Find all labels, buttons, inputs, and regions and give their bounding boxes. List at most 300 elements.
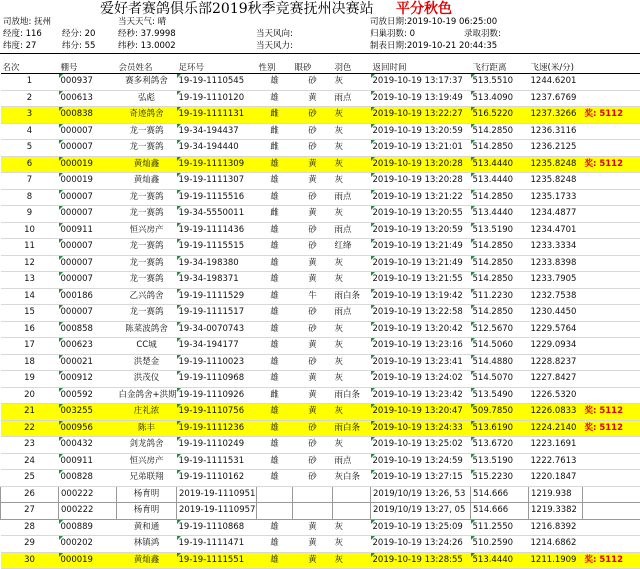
return-time-cell[interactable]	[371, 338, 471, 355]
loft-cell[interactable]	[59, 470, 117, 487]
rank-cell[interactable]	[1, 305, 59, 322]
member-name-cell[interactable]	[117, 371, 177, 388]
ring-number-cell[interactable]	[177, 239, 257, 256]
feather-color-cell[interactable]	[333, 107, 371, 124]
return-time-cell[interactable]	[371, 156, 471, 173]
ring-number-cell[interactable]	[177, 437, 257, 454]
award-cell[interactable]	[583, 486, 640, 503]
return-time-cell[interactable]	[371, 552, 471, 569]
award-cell[interactable]	[583, 140, 640, 157]
sex-cell[interactable]	[257, 107, 293, 124]
feather-color-cell[interactable]	[333, 420, 371, 437]
speed-cell[interactable]	[529, 189, 583, 206]
loft-cell[interactable]	[59, 536, 117, 553]
award-cell[interactable]	[583, 354, 640, 371]
feather-color-cell[interactable]	[333, 453, 371, 470]
rank-cell[interactable]	[1, 272, 59, 289]
loft-cell[interactable]	[59, 107, 117, 124]
ring-number-cell[interactable]	[177, 272, 257, 289]
member-name-cell[interactable]	[117, 90, 177, 107]
eye-cell[interactable]	[293, 354, 333, 371]
ring-number-cell[interactable]	[177, 173, 257, 190]
distance-cell[interactable]	[471, 90, 529, 107]
rank-cell[interactable]	[1, 239, 59, 256]
feather-color-cell[interactable]	[333, 222, 371, 239]
rank-cell[interactable]	[1, 206, 59, 223]
loft-cell[interactable]	[59, 486, 117, 503]
eye-cell[interactable]	[293, 470, 333, 487]
rank-cell[interactable]	[1, 156, 59, 173]
ring-number-cell[interactable]	[177, 156, 257, 173]
award-cell[interactable]	[583, 272, 640, 289]
ring-number-cell[interactable]	[177, 354, 257, 371]
distance-cell[interactable]	[471, 74, 529, 91]
rank-cell[interactable]	[1, 123, 59, 140]
feather-color-cell[interactable]	[333, 371, 371, 388]
return-time-cell[interactable]	[371, 255, 471, 272]
ring-number-cell[interactable]	[177, 107, 257, 124]
distance-cell[interactable]	[471, 552, 529, 569]
loft-cell[interactable]	[59, 338, 117, 355]
sex-cell[interactable]	[257, 288, 293, 305]
eye-cell[interactable]	[293, 321, 333, 338]
rank-cell[interactable]	[1, 437, 59, 454]
member-name-cell[interactable]	[117, 222, 177, 239]
sex-cell[interactable]	[257, 470, 293, 487]
return-time-cell[interactable]	[371, 239, 471, 256]
speed-cell[interactable]	[529, 90, 583, 107]
speed-cell[interactable]	[529, 156, 583, 173]
return-time-cell[interactable]	[371, 288, 471, 305]
speed-cell[interactable]	[529, 123, 583, 140]
distance-cell[interactable]	[471, 354, 529, 371]
ring-number-cell[interactable]	[177, 453, 257, 470]
member-name-cell[interactable]	[117, 140, 177, 157]
rank-cell[interactable]	[1, 354, 59, 371]
feather-color-cell[interactable]	[333, 74, 371, 91]
sex-cell[interactable]	[257, 321, 293, 338]
feather-color-cell[interactable]	[333, 486, 371, 503]
feather-color-cell[interactable]	[333, 140, 371, 157]
eye-cell[interactable]	[293, 371, 333, 388]
eye-cell[interactable]	[293, 189, 333, 206]
ring-number-cell[interactable]	[177, 123, 257, 140]
speed-cell[interactable]	[529, 437, 583, 454]
rank-cell[interactable]	[1, 288, 59, 305]
distance-cell[interactable]	[471, 140, 529, 157]
eye-cell[interactable]	[293, 90, 333, 107]
return-time-cell[interactable]	[371, 74, 471, 91]
rank-cell[interactable]	[1, 453, 59, 470]
loft-cell[interactable]	[59, 189, 117, 206]
loft-cell[interactable]	[59, 156, 117, 173]
distance-cell[interactable]	[471, 453, 529, 470]
award-cell[interactable]	[583, 371, 640, 388]
eye-cell[interactable]	[293, 74, 333, 91]
ring-number-cell[interactable]	[177, 387, 257, 404]
sex-cell[interactable]	[257, 371, 293, 388]
return-time-cell[interactable]	[371, 519, 471, 536]
ring-number-cell[interactable]	[177, 222, 257, 239]
member-name-cell[interactable]	[117, 272, 177, 289]
speed-cell[interactable]	[529, 536, 583, 553]
loft-cell[interactable]	[59, 437, 117, 454]
award-cell[interactable]	[583, 107, 640, 124]
rank-cell[interactable]	[1, 255, 59, 272]
distance-cell[interactable]	[471, 288, 529, 305]
award-cell[interactable]	[583, 519, 640, 536]
return-time-cell[interactable]	[371, 437, 471, 454]
speed-cell[interactable]	[529, 338, 583, 355]
sex-cell[interactable]	[257, 156, 293, 173]
distance-cell[interactable]	[471, 206, 529, 223]
distance-cell[interactable]	[471, 107, 529, 124]
rank-cell[interactable]	[1, 90, 59, 107]
award-cell[interactable]	[583, 173, 640, 190]
eye-cell[interactable]	[293, 420, 333, 437]
loft-cell[interactable]	[59, 90, 117, 107]
member-name-cell[interactable]	[117, 239, 177, 256]
member-name-cell[interactable]	[117, 288, 177, 305]
member-name-cell[interactable]	[117, 503, 177, 520]
distance-cell[interactable]	[471, 486, 529, 503]
speed-cell[interactable]	[529, 486, 583, 503]
sex-cell[interactable]	[257, 239, 293, 256]
rank-cell[interactable]	[1, 107, 59, 124]
member-name-cell[interactable]	[117, 536, 177, 553]
award-cell[interactable]	[583, 156, 640, 173]
return-time-cell[interactable]	[371, 354, 471, 371]
loft-cell[interactable]	[59, 552, 117, 569]
sex-cell[interactable]	[257, 338, 293, 355]
eye-cell[interactable]	[293, 486, 333, 503]
sex-cell[interactable]	[257, 255, 293, 272]
return-time-cell[interactable]	[371, 321, 471, 338]
member-name-cell[interactable]	[117, 123, 177, 140]
speed-cell[interactable]	[529, 420, 583, 437]
award-cell[interactable]	[583, 90, 640, 107]
speed-cell[interactable]	[529, 140, 583, 157]
return-time-cell[interactable]	[371, 503, 471, 520]
sex-cell[interactable]	[257, 206, 293, 223]
loft-cell[interactable]	[59, 140, 117, 157]
sex-cell[interactable]	[257, 123, 293, 140]
loft-cell[interactable]	[59, 420, 117, 437]
return-time-cell[interactable]	[371, 371, 471, 388]
distance-cell[interactable]	[471, 156, 529, 173]
distance-cell[interactable]	[471, 503, 529, 520]
award-cell[interactable]	[583, 404, 640, 421]
rank-cell[interactable]	[1, 486, 59, 503]
member-name-cell[interactable]	[117, 470, 177, 487]
speed-cell[interactable]	[529, 354, 583, 371]
award-cell[interactable]	[583, 470, 640, 487]
loft-cell[interactable]	[59, 371, 117, 388]
ring-number-cell[interactable]	[177, 470, 257, 487]
feather-color-cell[interactable]	[333, 321, 371, 338]
ring-number-cell[interactable]	[177, 404, 257, 421]
ring-number-cell[interactable]	[177, 486, 257, 503]
feather-color-cell[interactable]	[333, 239, 371, 256]
feather-color-cell[interactable]	[333, 288, 371, 305]
award-cell[interactable]	[583, 536, 640, 553]
rank-cell[interactable]	[1, 519, 59, 536]
feather-color-cell[interactable]	[333, 437, 371, 454]
award-cell[interactable]	[583, 255, 640, 272]
distance-cell[interactable]	[471, 173, 529, 190]
speed-cell[interactable]	[529, 222, 583, 239]
ring-number-cell[interactable]	[177, 255, 257, 272]
speed-cell[interactable]	[529, 255, 583, 272]
loft-cell[interactable]	[59, 354, 117, 371]
member-name-cell[interactable]	[117, 338, 177, 355]
speed-cell[interactable]	[529, 404, 583, 421]
member-name-cell[interactable]	[117, 486, 177, 503]
rank-cell[interactable]	[1, 503, 59, 520]
feather-color-cell[interactable]	[333, 387, 371, 404]
member-name-cell[interactable]	[117, 404, 177, 421]
speed-cell[interactable]	[529, 288, 583, 305]
rank-cell[interactable]	[1, 387, 59, 404]
sex-cell[interactable]	[257, 90, 293, 107]
sex-cell[interactable]	[257, 453, 293, 470]
rank-cell[interactable]	[1, 404, 59, 421]
speed-cell[interactable]	[529, 519, 583, 536]
speed-cell[interactable]	[529, 453, 583, 470]
loft-cell[interactable]	[59, 288, 117, 305]
distance-cell[interactable]	[471, 371, 529, 388]
rank-cell[interactable]	[1, 420, 59, 437]
member-name-cell[interactable]	[117, 305, 177, 322]
loft-cell[interactable]	[59, 453, 117, 470]
return-time-cell[interactable]	[371, 206, 471, 223]
ring-number-cell[interactable]	[177, 519, 257, 536]
sex-cell[interactable]	[257, 503, 293, 520]
award-cell[interactable]	[583, 189, 640, 206]
award-cell[interactable]	[583, 206, 640, 223]
eye-cell[interactable]	[293, 437, 333, 454]
loft-cell[interactable]	[59, 123, 117, 140]
ring-number-cell[interactable]	[177, 552, 257, 569]
sex-cell[interactable]	[257, 519, 293, 536]
award-cell[interactable]	[583, 74, 640, 91]
sex-cell[interactable]	[257, 552, 293, 569]
eye-cell[interactable]	[293, 503, 333, 520]
speed-cell[interactable]	[529, 321, 583, 338]
feather-color-cell[interactable]	[333, 123, 371, 140]
sex-cell[interactable]	[257, 222, 293, 239]
loft-cell[interactable]	[59, 74, 117, 91]
member-name-cell[interactable]	[117, 189, 177, 206]
eye-cell[interactable]	[293, 123, 333, 140]
distance-cell[interactable]	[471, 189, 529, 206]
member-name-cell[interactable]	[117, 552, 177, 569]
award-cell[interactable]	[583, 288, 640, 305]
member-name-cell[interactable]	[117, 437, 177, 454]
loft-cell[interactable]	[59, 239, 117, 256]
feather-color-cell[interactable]	[333, 173, 371, 190]
eye-cell[interactable]	[293, 288, 333, 305]
ring-number-cell[interactable]	[177, 338, 257, 355]
eye-cell[interactable]	[293, 140, 333, 157]
return-time-cell[interactable]	[371, 189, 471, 206]
eye-cell[interactable]	[293, 453, 333, 470]
ring-number-cell[interactable]	[177, 90, 257, 107]
award-cell[interactable]	[583, 123, 640, 140]
return-time-cell[interactable]	[371, 305, 471, 322]
sex-cell[interactable]	[257, 74, 293, 91]
loft-cell[interactable]	[59, 173, 117, 190]
award-cell[interactable]	[583, 420, 640, 437]
loft-cell[interactable]	[59, 321, 117, 338]
eye-cell[interactable]	[293, 552, 333, 569]
loft-cell[interactable]	[59, 519, 117, 536]
sex-cell[interactable]	[257, 536, 293, 553]
member-name-cell[interactable]	[117, 420, 177, 437]
speed-cell[interactable]	[529, 470, 583, 487]
feather-color-cell[interactable]	[333, 156, 371, 173]
return-time-cell[interactable]	[371, 123, 471, 140]
award-cell[interactable]	[583, 321, 640, 338]
return-time-cell[interactable]	[371, 453, 471, 470]
loft-cell[interactable]	[59, 387, 117, 404]
ring-number-cell[interactable]	[177, 503, 257, 520]
eye-cell[interactable]	[293, 272, 333, 289]
eye-cell[interactable]	[293, 404, 333, 421]
eye-cell[interactable]	[293, 338, 333, 355]
ring-number-cell[interactable]	[177, 371, 257, 388]
return-time-cell[interactable]	[371, 486, 471, 503]
distance-cell[interactable]	[471, 519, 529, 536]
speed-cell[interactable]	[529, 74, 583, 91]
return-time-cell[interactable]	[371, 107, 471, 124]
member-name-cell[interactable]	[117, 354, 177, 371]
rank-cell[interactable]	[1, 173, 59, 190]
speed-cell[interactable]	[529, 107, 583, 124]
feather-color-cell[interactable]	[333, 404, 371, 421]
distance-cell[interactable]	[471, 437, 529, 454]
eye-cell[interactable]	[293, 519, 333, 536]
eye-cell[interactable]	[293, 222, 333, 239]
rank-cell[interactable]	[1, 338, 59, 355]
eye-cell[interactable]	[293, 173, 333, 190]
eye-cell[interactable]	[293, 107, 333, 124]
distance-cell[interactable]	[471, 338, 529, 355]
ring-number-cell[interactable]	[177, 288, 257, 305]
rank-cell[interactable]	[1, 189, 59, 206]
speed-cell[interactable]	[529, 239, 583, 256]
return-time-cell[interactable]	[371, 140, 471, 157]
eye-cell[interactable]	[293, 387, 333, 404]
member-name-cell[interactable]	[117, 74, 177, 91]
award-cell[interactable]	[583, 437, 640, 454]
feather-color-cell[interactable]	[333, 255, 371, 272]
feather-color-cell[interactable]	[333, 552, 371, 569]
feather-color-cell[interactable]	[333, 305, 371, 322]
sex-cell[interactable]	[257, 305, 293, 322]
sex-cell[interactable]	[257, 420, 293, 437]
ring-number-cell[interactable]	[177, 74, 257, 91]
award-cell[interactable]	[583, 222, 640, 239]
distance-cell[interactable]	[471, 404, 529, 421]
feather-color-cell[interactable]	[333, 90, 371, 107]
distance-cell[interactable]	[471, 536, 529, 553]
award-cell[interactable]	[583, 338, 640, 355]
sex-cell[interactable]	[257, 354, 293, 371]
distance-cell[interactable]	[471, 255, 529, 272]
distance-cell[interactable]	[471, 222, 529, 239]
award-cell[interactable]	[583, 305, 640, 322]
distance-cell[interactable]	[471, 321, 529, 338]
distance-cell[interactable]	[471, 272, 529, 289]
distance-cell[interactable]	[471, 123, 529, 140]
distance-cell[interactable]	[471, 420, 529, 437]
return-time-cell[interactable]	[371, 173, 471, 190]
sex-cell[interactable]	[257, 387, 293, 404]
loft-cell[interactable]	[59, 272, 117, 289]
ring-number-cell[interactable]	[177, 536, 257, 553]
feather-color-cell[interactable]	[333, 503, 371, 520]
feather-color-cell[interactable]	[333, 189, 371, 206]
rank-cell[interactable]	[1, 74, 59, 91]
eye-cell[interactable]	[293, 305, 333, 322]
award-cell[interactable]	[583, 239, 640, 256]
member-name-cell[interactable]	[117, 321, 177, 338]
speed-cell[interactable]	[529, 206, 583, 223]
sex-cell[interactable]	[257, 140, 293, 157]
distance-cell[interactable]	[471, 470, 529, 487]
sex-cell[interactable]	[257, 272, 293, 289]
rank-cell[interactable]	[1, 371, 59, 388]
return-time-cell[interactable]	[371, 272, 471, 289]
ring-number-cell[interactable]	[177, 420, 257, 437]
member-name-cell[interactable]	[117, 156, 177, 173]
loft-cell[interactable]	[59, 222, 117, 239]
eye-cell[interactable]	[293, 156, 333, 173]
award-cell[interactable]	[583, 387, 640, 404]
eye-cell[interactable]	[293, 255, 333, 272]
return-time-cell[interactable]	[371, 470, 471, 487]
feather-color-cell[interactable]	[333, 272, 371, 289]
distance-cell[interactable]	[471, 239, 529, 256]
member-name-cell[interactable]	[117, 387, 177, 404]
feather-color-cell[interactable]	[333, 354, 371, 371]
sex-cell[interactable]	[257, 404, 293, 421]
loft-cell[interactable]	[59, 503, 117, 520]
return-time-cell[interactable]	[371, 90, 471, 107]
member-name-cell[interactable]	[117, 173, 177, 190]
sex-cell[interactable]	[257, 486, 293, 503]
feather-color-cell[interactable]	[333, 470, 371, 487]
return-time-cell[interactable]	[371, 536, 471, 553]
eye-cell[interactable]	[293, 206, 333, 223]
rank-cell[interactable]	[1, 470, 59, 487]
speed-cell[interactable]	[529, 387, 583, 404]
speed-cell[interactable]	[529, 272, 583, 289]
award-cell[interactable]	[583, 453, 640, 470]
ring-number-cell[interactable]	[177, 321, 257, 338]
speed-cell[interactable]	[529, 173, 583, 190]
loft-cell[interactable]	[59, 305, 117, 322]
ring-number-cell[interactable]	[177, 140, 257, 157]
return-time-cell[interactable]	[371, 222, 471, 239]
loft-cell[interactable]	[59, 255, 117, 272]
rank-cell[interactable]	[1, 222, 59, 239]
ring-number-cell[interactable]	[177, 189, 257, 206]
member-name-cell[interactable]	[117, 453, 177, 470]
member-name-cell[interactable]	[117, 519, 177, 536]
feather-color-cell[interactable]	[333, 206, 371, 223]
